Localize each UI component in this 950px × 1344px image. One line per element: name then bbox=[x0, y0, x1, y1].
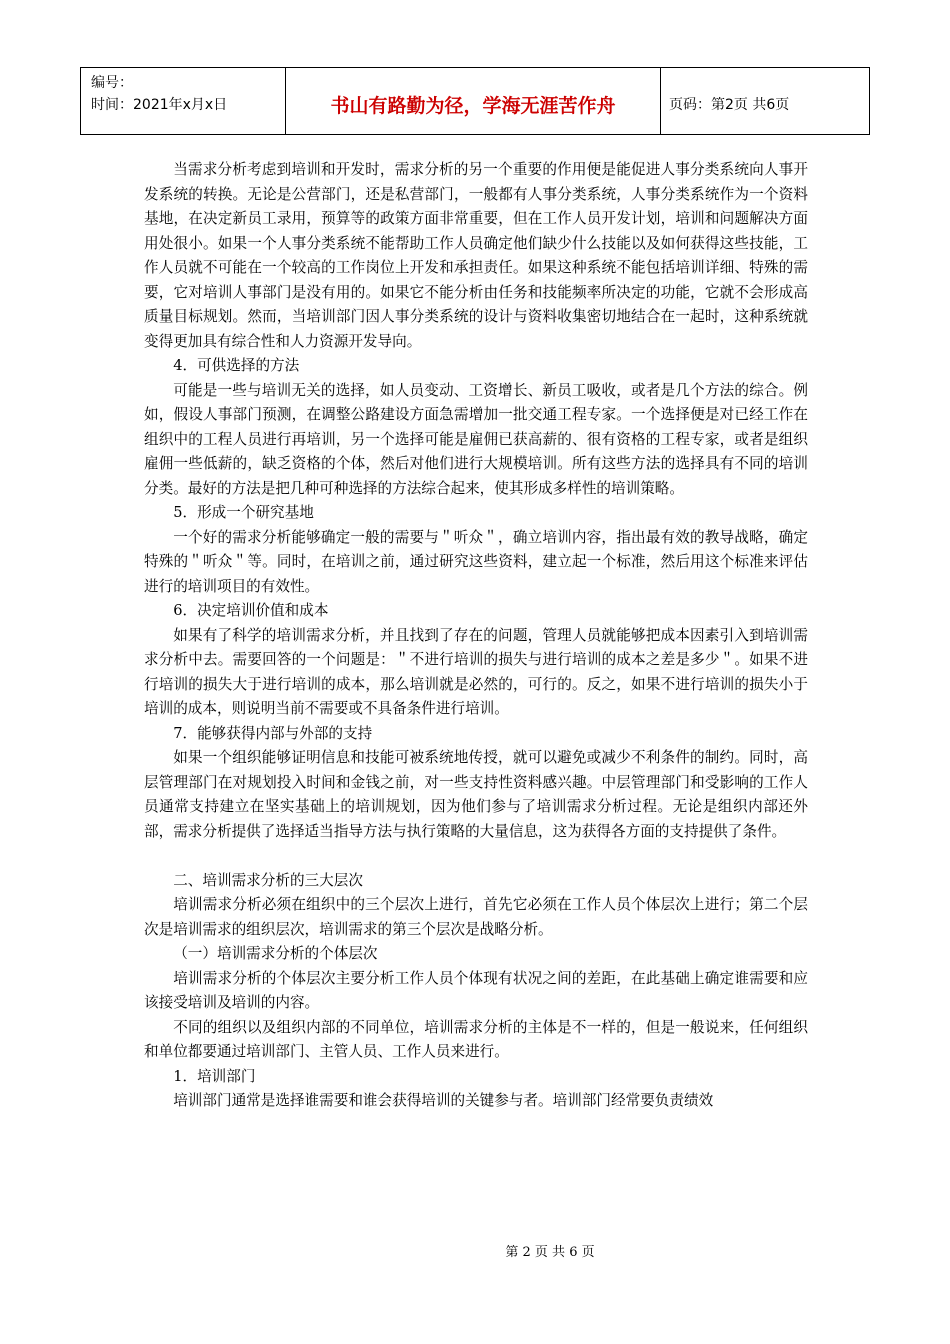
document-number-label: 编号： bbox=[91, 75, 133, 91]
page-header bbox=[80, 67, 870, 135]
paragraph: 如果有了科学的培训需求分析，并且找到了存在的问题，管理人员就能够把成本因素引入到培训需求分析中去。需要回答的一个问题是：＂不进行培训的损失与进行培训的成本之差是多少＂。如果不进行培训的损失大于进行培训的成本，那么培训就是必然的，可行的。反之，如果不进行培训的损失小于培训的成本，则说明当前不需要或不具备条件进行培训。 bbox=[144, 626, 808, 717]
document-body bbox=[144, 158, 808, 1114]
section-heading: 7．能够获得内部与外部的支持 bbox=[173, 724, 373, 742]
header-motto: 书山有路勤为径，学海无涯苦作舟 bbox=[286, 68, 661, 134]
header-page-label: 页码：第2页 共6页 bbox=[669, 97, 790, 113]
header-meta bbox=[81, 68, 286, 134]
paragraph: 当需求分析考虑到培训和开发时，需求分析的另一个重要的作用便是能促进人事分类系统向人事开发系统的转换。无论是公营部门，还是私营部门，一般都有人事分类系统，人事分类系统作为一个资料基地，在决定新员工录用，预算等的政策方面非常重要，但在工作人员开发计划，培训和问题解决方面用处很小。如果一个人事分类系统不能帮助工作人员确定他们缺少什么技能以及如何获得这些技能，工作人员就不可能在一个较高的工作岗位上开发和承担责任。如果这种系统不能包括培训详细、特殊的需要，它对培训人事部门是没有用的。如果它不能分析由任务和技能频率所决定的功能，它就不会形成高质量目标规划。然而，当培训部门因人事分类系统的设计与资料收集密切地结合在一起时，这种系统就变得更加具有综合性和人力资源开发导向。 bbox=[144, 161, 808, 350]
page-footer: 第 2 页 共 6 页 bbox=[505, 1245, 595, 1260]
section-heading: 6．决定培训价值和成本 bbox=[173, 602, 329, 619]
paragraph: 培训需求分析必须在组织中的三个层次上进行，首先它必须在工作人员个体层次上进行；第二个层次是培训需求的组织层次，培训需求的第三个层次是战略分析。 bbox=[144, 896, 808, 938]
blank-line bbox=[144, 844, 808, 869]
paragraph: 培训需求分析的个体层次主要分析工作人员个体现有状况之间的差距，在此基础上确定谁需要和应该接受培训及培训的内容。 bbox=[144, 969, 808, 1011]
paragraph: 一个好的需求分析能够确定一般的需要与＂听众＂，确立培训内容，指出最有效的教导战略，确定特殊的＂听众＂等。同时，在培训之前，通过研究这些资料，建立起一个标准，然后用这个标准来评估进行的培训项目的有效性。 bbox=[144, 528, 808, 595]
section-heading: 1．培训部门 bbox=[173, 1067, 256, 1085]
section-heading: 5．形成一个研究基地 bbox=[173, 504, 314, 521]
paragraph: 如果一个组织能够证明信息和技能可被系统地传授，就可以避免或减少不利条件的制约。同时，高层管理部门在对规划投入时间和金钱之前，对一些支持性资料感兴趣。中层管理部门和受影响的工作人员通常支持建立在坚实基础上的培训规划，因为他们参与了培训需求分析过程。无论是组织内部还外部，需求分析提供了选择适当指导方法与执行策略的大量信息，这为获得各方面的支持提供了条件。 bbox=[144, 749, 808, 840]
paragraph: 不同的组织以及组织内部的不同单位，培训需求分析的主体是不一样的，但是一般说来，任何组织和单位都要通过培训部门、主管人员、工作人员来进行。 bbox=[144, 1018, 808, 1060]
document-time-label: 时间：2021年x月x日 bbox=[91, 97, 228, 113]
section-heading: 二、培训需求分析的三大层次 bbox=[173, 871, 363, 889]
section-heading: 4．可供选择的方法 bbox=[173, 357, 300, 374]
paragraph: 可能是一些与培训无关的选择，如人员变动、工资增长、新员工吸收，或者是几个方法的综合。例如，假设人事部门预测，在调整公路建设方面急需增加一批交通工程专家。一个选择便是对已经工作在组织中的工程人员进行再培训，另一个选择可能是雇佣已获高薪的、很有资格的工程专家，或者是组织雇佣一些低薪的，缺乏资格的个体，然后对他们进行大规模培训。所有这些方法的选择具有不同的培训分类。最好的方法是把几种可种选择的方法综合起来，使其形成多样性的培训策略。 bbox=[144, 381, 808, 497]
paragraph: 培训部门通常是选择谁需要和谁会获得培训的关键参与者。培训部门经常要负责绩效 bbox=[173, 1092, 714, 1109]
subsection-heading: （一）培训需求分析的个体层次 bbox=[173, 945, 378, 962]
